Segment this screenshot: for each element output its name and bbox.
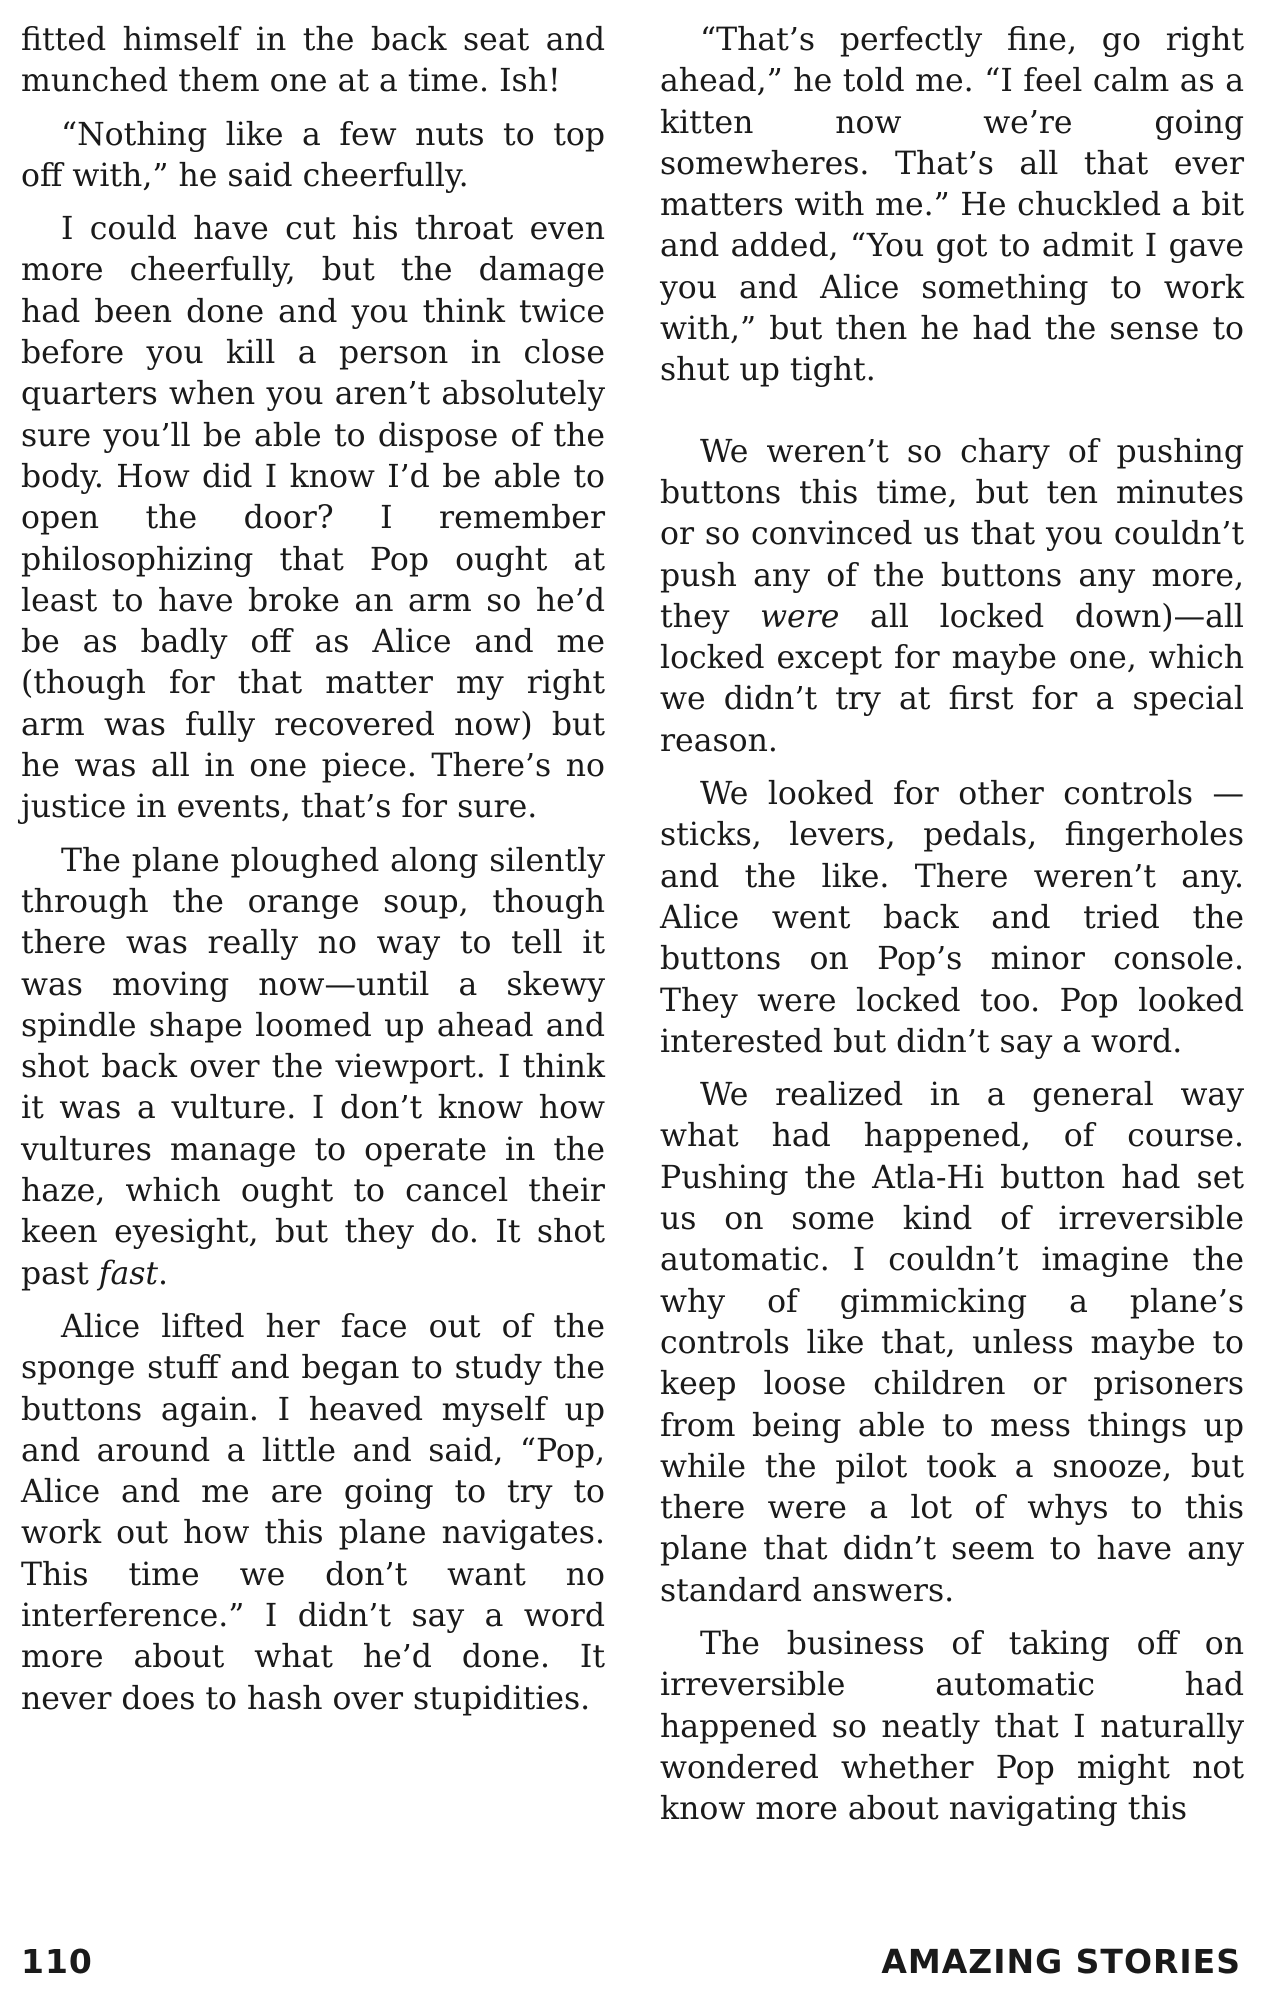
left-column [21,20,605,1732]
paragraph: “That’s perfectly fine, go right ahead,” he told me. “I feel calm as a kitten now we’re going somewheres. That’s all that ever matters with me.” He chuckled a bit and added, “You got to admit I gave you and Alice something to work with,” but then he had the sense to shut up tight. [660,22,1244,389]
paragraph: We realized in a general way what had happened, of course. Pushing the Atla-Hi button had set us on some kind of irreversible automatic. I couldn’t imagine the why of gimmicking a plane’s controls like that, unless maybe to keep loose children or prisoners from being able to mess things up while the pilot took a snooze, but there were a lot of whys to this plane that didn’t seem to have any standard answers. [660,1077,1244,1609]
paragraph: The business of taking off on irreversible automatic had happened so neatly that I naturally wondered whether Pop might not know more about navigating this [660,1625,1244,1828]
paragraph-text: The plane ploughed along silently through the orange soup, though there was really no way to tell it was moving now—until a skewy spindle shape loomed up ahead and shot back over the viewport. I think it was a vulture. I don’t know how vultures manage to operate in the haze, which ought to cancel their keen eyesight, but they do. It shot past [21,842,605,1292]
page-number: 110 [21,1942,93,1981]
emphasis-text: were [760,598,840,635]
paragraph [660,432,1244,762]
paragraph [21,841,605,1295]
paragraph: Alice lifted her face out of the sponge stuff and began to study the buttons again. I heaved myself up and around a little and said, “Pop, Alice and me are going to try to work out how this plane navigates. This time we don’t want no interference.” I didn’t say a word more about what he’d done. It never does to hash over stupidities. [21,1308,605,1717]
paragraph-text: . [158,1255,169,1292]
emphasis-text: fast [98,1255,159,1292]
right-column [660,20,1244,1842]
paragraph-text: all locked down)—all locked except for maybe one, which we didn’t try at first for a special reason. [660,598,1244,759]
paragraph: “Nothing like a few nuts to top off with,” he said cheerfully. [21,116,605,194]
page-footer [0,1942,1274,1992]
paragraph: fitted himself in the back seat and munched them one at a time. Ish! [21,22,605,100]
magazine-title: AMAZING STORIES [881,1942,1241,1981]
paragraph: I could have cut his throat even more cheerfully, but the damage had been done and you think twice before you kill a person in close quarters when you aren’t absolutely sure you’ll be able to dispose of the body. How did I know I’d be able to open the door? I remember philosophizing that Pop ought at least to have broke an arm so he’d be as badly off as Alice and me (though for that matter my right arm was fully recovered now) but he was all in one piece. There’s no justice in events, that’s for sure. [21,211,605,826]
paragraph: We looked for other controls —sticks, levers, pedals, fingerholes and the like. There weren’t any. Alice went back and tried the buttons on Pop’s minor console. They were locked too. Pop looked interested but didn’t say a word. [660,776,1244,1060]
paragraph-text: We weren’t so chary of pushing buttons this time, but ten minutes or so convinced us that you couldn’t push any of the buttons any more, they [660,433,1244,635]
